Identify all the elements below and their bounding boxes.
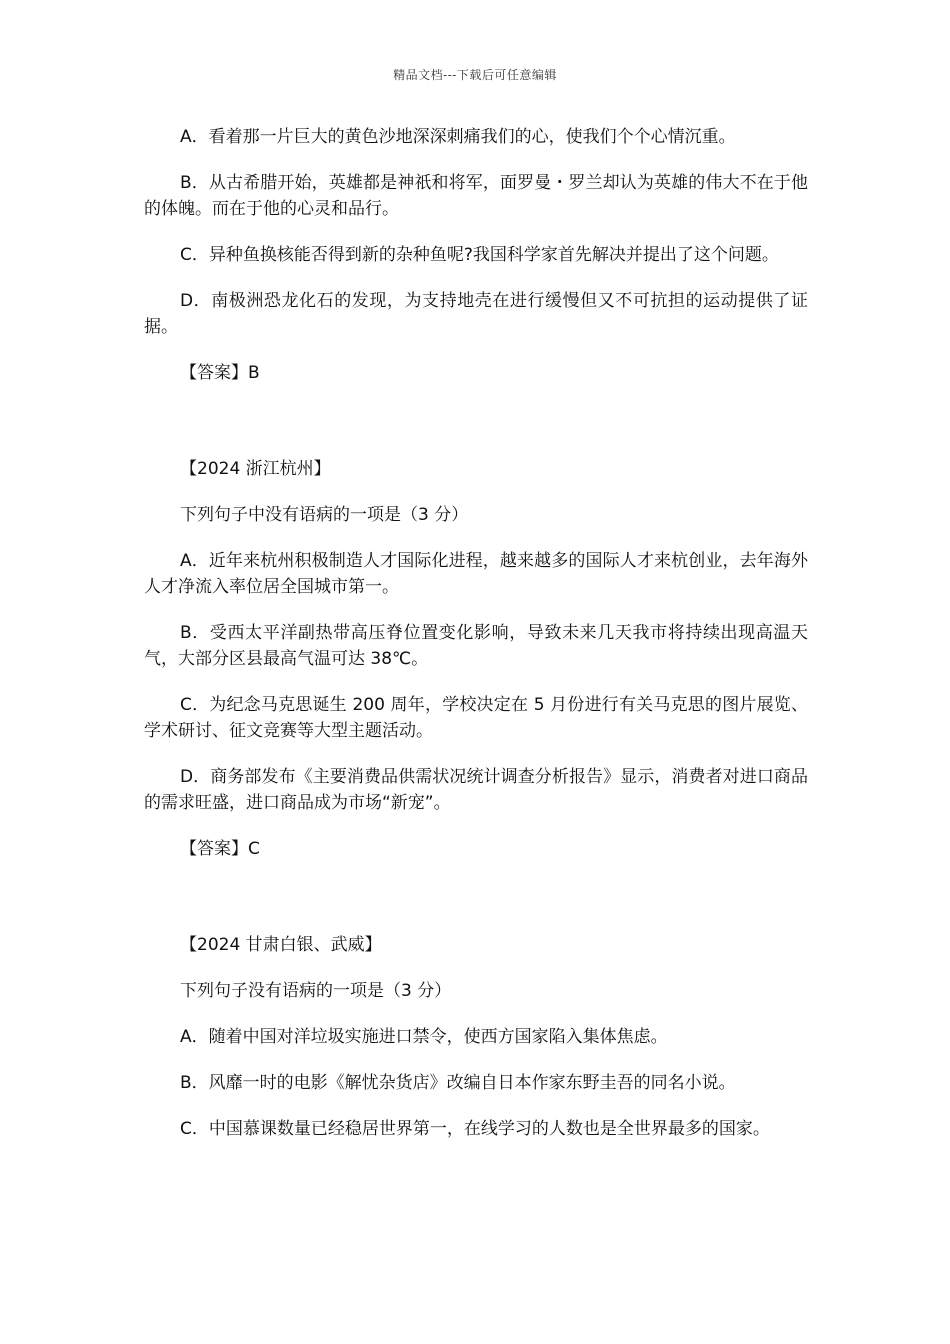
question-stem: 下列句子中没有语病的一项是（3 分） bbox=[180, 505, 469, 525]
option-c: C．中国慕课数量已经稳居世界第一，在线学习的人数也是全世界最多的国家。 bbox=[180, 1119, 770, 1139]
option-a: A．近年来杭州积极制造人才国际化进程，越来越多的国际人才来杭创业，去年海外人才净流入率位居全国城市第一。 bbox=[144, 551, 808, 597]
page-header: 精品文档---下载后可任意编辑 bbox=[393, 68, 557, 82]
question-stem: 下列句子没有语病的一项是（3 分） bbox=[180, 981, 452, 1001]
question-source: 【2024 浙江杭州】 bbox=[180, 459, 331, 479]
option-d: D．南极洲恐龙化石的发现，为支持地壳在进行缓慢但又不可抗担的运动提供了证据。 bbox=[144, 291, 808, 337]
question-source: 【2024 甘肃白银、武威】 bbox=[180, 935, 382, 955]
answer: 【答案】C bbox=[180, 839, 260, 859]
document-body bbox=[144, 124, 808, 1162]
option-a: A．看着那一片巨大的黄色沙地深深刺痛我们的心，使我们个个心情沉重。 bbox=[180, 127, 736, 147]
option-a: A．随着中国对洋垃圾实施进口禁令，使西方国家陷入集体焦虑。 bbox=[180, 1027, 668, 1047]
option-d: D．商务部发布《主要消费品供需状况统计调查分析报告》显示，消费者对进口商品的需求旺盛，进口商品成为市场“新宠”。 bbox=[144, 767, 808, 813]
option-b: B．风靡一时的电影《解忧杂货店》改编自日本作家东野圭吾的同名小说。 bbox=[180, 1073, 736, 1093]
option-b: B．受西太平洋副热带高压脊位置变化影响，导致未来几天我市将持续出现高温天气，大部分区县最高气温可达 38℃。 bbox=[144, 623, 808, 669]
option-c: C．为纪念马克思诞生 200 周年，学校决定在 5 月份进行有关马克思的图片展览、学术研讨、征文竞赛等大型主题活动。 bbox=[144, 695, 808, 741]
option-b: B．从古希腊开始，英雄都是神祇和将军，面罗曼・罗兰却认为英雄的伟大不在于他的体魄。而在于他的心灵和品行。 bbox=[144, 173, 808, 219]
option-c: C．异种鱼换核能否得到新的杂种鱼呢?我国科学家首先解决并提出了这个问题。 bbox=[180, 245, 779, 265]
answer: 【答案】B bbox=[180, 363, 260, 383]
